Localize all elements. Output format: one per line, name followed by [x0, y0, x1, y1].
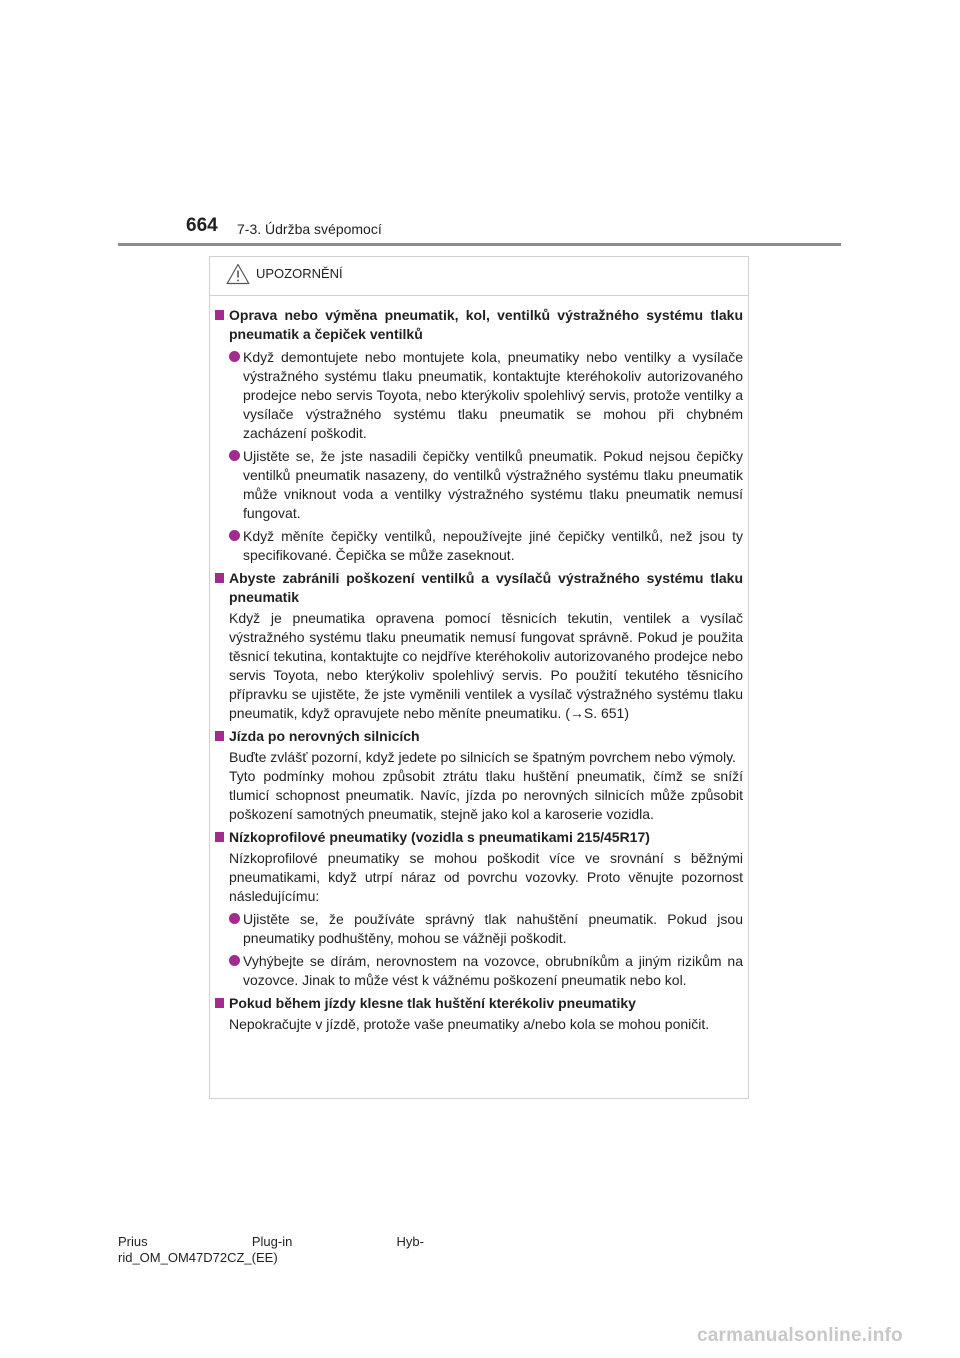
square-bullet-icon	[215, 731, 224, 741]
subsection-title: Abyste zabránili poškození ventilků a vysílačů výstražného systému tlaku pneumatik	[215, 569, 743, 607]
paragraph: Buďte zvlášť pozorní, když jedete po silnicích se špatným povrchem nebo výmoly. Tyto podmínky mohou způsobit ztrátu tlaku huštění pneumatik, čímž se sníží tlumicí schopnost pneumatik. Navíc, jízda po nerovných silnicích může způsobit poškození samotných pneumatik, stejně jako kol a karoserie vozidla.	[229, 749, 743, 822]
footer-model-line-1	[118, 1234, 424, 1250]
bullet-item: Když demontujete nebo montujete kola, pneumatiky nebo ventilky a vysílače výstražného systému tlaku pneumatik, kontaktujte kteréhokoliv autorizovaného prodejce nebo servis Toyota, nebo kterýkoliv spolehlivý servis, protože ventilky a vysílače výstražného systému tlaku pneumatik se mohou při chybném zacházení poškodit.	[215, 348, 743, 443]
square-bullet-icon	[215, 573, 224, 583]
subsection-title: Oprava nebo výměna pneumatik, kol, ventilků výstražného systému tlaku pneumatik a čepiček ventilků	[215, 306, 743, 344]
watermark: carmanualsonline.info	[697, 1325, 903, 1346]
warning-triangle-icon	[226, 263, 250, 285]
footer-model	[118, 1234, 424, 1266]
square-bullet-icon	[215, 832, 224, 842]
warning-header	[226, 261, 343, 287]
warning-box	[209, 256, 749, 1099]
bullet-item: Ujistěte se, že jste nasadili čepičky ventilků pneumatik. Pokud nejsou čepičky ventilků pneumatik nasazeny, do ventilků výstražného systému tlaku pneumatik může vniknout voda a ventilky výstražného systému tlaku pneumatik nemusí fungovat.	[215, 447, 743, 523]
warning-content	[215, 302, 743, 1034]
bullet-item: Když měníte čepičky ventilků, nepoužívejte jiné čepičky ventilků, než jsou ty specifikované. Čepička se může zaseknout.	[215, 527, 743, 565]
header-rule	[118, 243, 841, 246]
circle-bullet-icon	[229, 913, 240, 924]
paragraph: Když je pneumatika opravena pomocí těsnicích tekutin, ventilek a vysílač výstražného systému tlaku pneumatik nemusí fungovat správně. Pokud je použita těsnicí tekutina, kontaktujte co nejdříve kteréhokoliv autorizovaného prodejce nebo servis Toyota, nebo kterýkoliv spolehlivý servis. Po použití tekutého těsnicího přípravku se ujistěte, že jste vyměnili ventilek a vysílač výstražného systému tlaku pneumatik, když opravujete nebo měníte pneumatiku. (→S. 651)	[229, 610, 743, 721]
footer-word: Hyb-	[396, 1234, 424, 1249]
footer-word: Prius	[118, 1234, 148, 1249]
footer-model-line-2: rid_OM_OM47D72CZ_(EE)	[118, 1250, 278, 1265]
footer-word: Plug-in	[251, 1234, 293, 1249]
paragraph: Nízkoprofilové pneumatiky se mohou poškodit více ve srovnání s běžnými pneumatikami, když utrpí náraz od povrchu vozovky. Proto věnujte pozornost následujícímu:	[229, 850, 743, 904]
subsection-title: Jízda po nerovných silnicích	[215, 727, 743, 746]
bullet-item: Ujistěte se, že používáte správný tlak nahuštění pneumatik. Pokud jsou pneumatiky podhuštěny, mohou se vážněji poškodit.	[215, 910, 743, 948]
circle-bullet-icon	[229, 351, 240, 362]
section-title: 7-3. Údržba svépomocí	[237, 221, 382, 237]
warning-separator	[210, 295, 748, 296]
circle-bullet-icon	[229, 450, 240, 461]
paragraph: Nepokračujte v jízdě, protože vaše pneumatiky a/nebo kola se mohou poničit.	[229, 1016, 710, 1032]
circle-bullet-icon	[229, 955, 240, 966]
subsection-title: Nízkoprofilové pneumatiky (vozidla s pneumatikami 215/45R17)	[215, 828, 743, 847]
subsection-title: Pokud během jízdy klesne tlak huštění kterékoliv pneumatiky	[215, 994, 743, 1013]
page-number: 664	[186, 215, 218, 236]
square-bullet-icon	[215, 998, 224, 1008]
circle-bullet-icon	[229, 530, 240, 541]
warning-label: UPOZORNĚNÍ	[256, 266, 343, 281]
square-bullet-icon	[215, 310, 224, 320]
bullet-item: Vyhýbejte se dírám, nerovnostem na vozovce, obrubníkům a jiným rizikům na vozovce. Jinak to může vést k vážnému poškození pneumatik nebo kol.	[215, 952, 743, 990]
